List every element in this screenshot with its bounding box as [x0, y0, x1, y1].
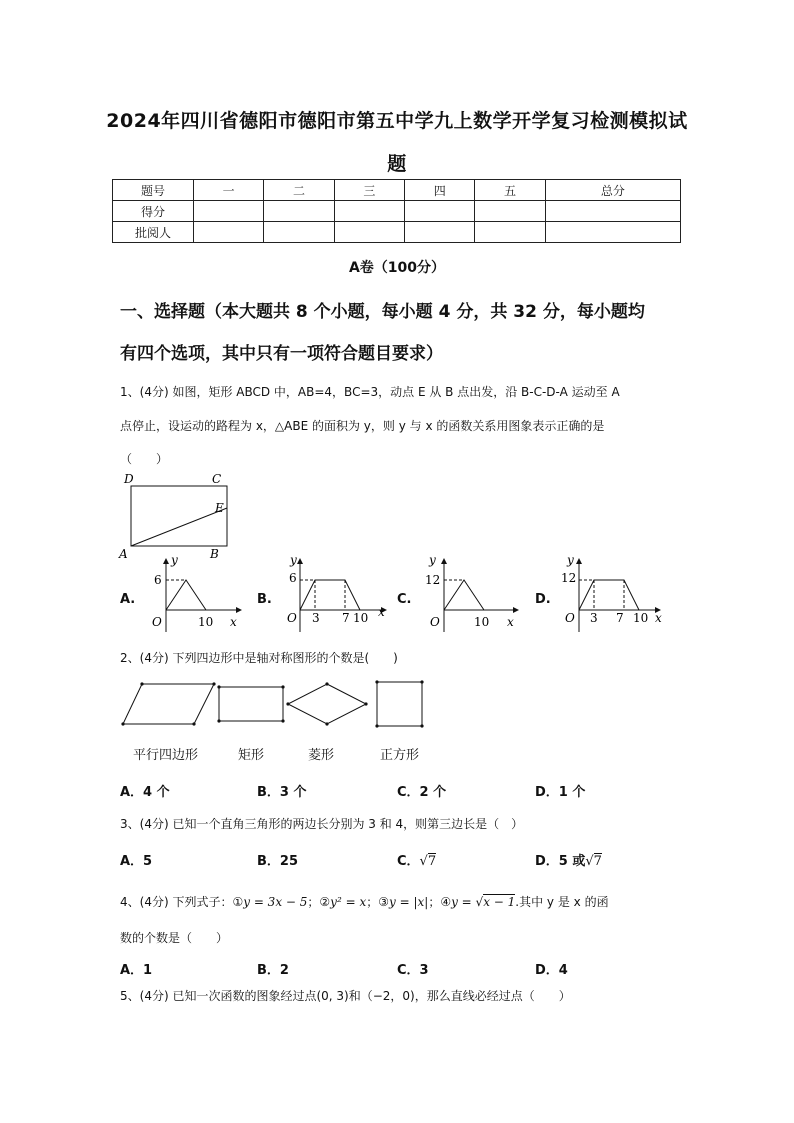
- shape-label-rhombus: 菱形: [308, 748, 335, 763]
- q2-option-d: D．1 个: [535, 785, 586, 800]
- table-cell: [334, 201, 404, 222]
- table-cell: 批阅人: [113, 222, 194, 243]
- formula-4: y =: [451, 895, 476, 909]
- graph-line: [579, 580, 639, 610]
- axis-x-label: x: [655, 611, 662, 625]
- parallelogram-shape: [123, 684, 214, 724]
- formula-4-radicand: x − 1: [483, 895, 516, 909]
- square-shape: [377, 682, 422, 726]
- y-axis-arrow: [163, 558, 169, 564]
- rhombus-shape: [288, 684, 366, 724]
- table-cell: 四: [405, 180, 475, 201]
- option-c-label: C.: [397, 592, 412, 607]
- sqrt-sign: √: [585, 854, 594, 869]
- x-tick: 10: [353, 611, 369, 625]
- x-tick: 10: [474, 615, 490, 629]
- q2-option-a: A．4 个: [120, 785, 170, 800]
- table-cell: [405, 201, 475, 222]
- q4-sep: ；②: [307, 895, 331, 909]
- q4-prefix: 4、(4分) 下列式子：①: [120, 895, 244, 909]
- rectangle-shape: [219, 687, 283, 721]
- q4-sep: ；④: [428, 895, 452, 909]
- question-3-text: 3、(4分) 已知一个直角三角形的两边长分别为 3 和 4，则第三边长是（ ）: [120, 817, 524, 831]
- label-e: E: [215, 501, 224, 515]
- q4-suffix: .其中 y 是 x 的函: [515, 895, 609, 909]
- y-axis-arrow: [441, 558, 447, 564]
- formula-1: y = 3x − 5: [243, 895, 308, 909]
- graph-line: [300, 580, 360, 610]
- table-cell: [334, 222, 404, 243]
- y-axis-arrow: [576, 558, 582, 564]
- question-2-text: 2、(4分) 下列四边形中是轴对称图形的个数是( ): [120, 651, 398, 665]
- score-table-header: [113, 180, 681, 201]
- section-heading: A卷（100分）: [348, 260, 446, 276]
- option-letter: C．: [397, 854, 420, 869]
- label-a: A: [119, 547, 128, 560]
- vertex-dot: [286, 702, 289, 705]
- option-letter: D．5 或: [535, 854, 586, 869]
- table-cell: [545, 222, 680, 243]
- x-tick: 10: [633, 611, 649, 625]
- vertex-dot: [212, 682, 215, 685]
- sqrt-sign: √: [419, 854, 428, 869]
- vertex-dot: [217, 719, 220, 722]
- question-5-text: 5、(4分) 已知一次函数的图象经过点(0, 3)和（−2，0)，那么直线必经过点（ ）: [120, 989, 571, 1003]
- radicand: 7: [593, 854, 602, 869]
- vertex-dot: [325, 722, 328, 725]
- rectangle-figure: [115, 470, 235, 560]
- table-cell: 题号: [113, 180, 194, 201]
- origin-label: O: [565, 611, 575, 625]
- axis-x-label: x: [378, 605, 385, 619]
- vertex-dot: [281, 719, 284, 722]
- q3-option-d: [535, 850, 602, 869]
- x-axis-arrow: [236, 607, 242, 613]
- table-cell: 二: [264, 180, 334, 201]
- vertex-dot: [140, 682, 143, 685]
- question-4-line1: [120, 893, 609, 910]
- label-c: C: [212, 472, 222, 486]
- shape-label-parallelogram: 平行四边形: [133, 748, 199, 763]
- table-cell: [545, 201, 680, 222]
- origin-label: O: [152, 615, 162, 629]
- q3-option-b: B．25: [257, 854, 298, 869]
- table-row: [113, 201, 681, 222]
- question-1-line3: （ ）: [120, 452, 169, 466]
- q4-option-a: A．1: [120, 963, 153, 978]
- question-1-line1: 1、(4分) 如图，矩形 ABCD 中，AB=4，BC=3，动点 E 从 B 点出发，沿 B-C-D-A 运动至 A: [120, 385, 620, 399]
- shape-label-square: 正方形: [380, 748, 420, 763]
- y-mark: 12: [425, 573, 441, 587]
- table-cell: [264, 222, 334, 243]
- table-cell: 三: [334, 180, 404, 201]
- q4-sep: ；③: [366, 895, 389, 909]
- q4-option-c: C．3: [397, 963, 429, 978]
- segment-ae: [131, 508, 227, 546]
- table-cell: 总分: [545, 180, 680, 201]
- score-table: [112, 179, 681, 243]
- table-row: [113, 222, 681, 243]
- formula-2: y² = x: [330, 895, 367, 909]
- table-cell: [475, 201, 545, 222]
- table-cell: [264, 201, 334, 222]
- vertex-dot: [375, 724, 378, 727]
- quadrilateral-figures: [118, 678, 438, 730]
- axis-y-label: y: [429, 554, 436, 567]
- axis-y-label: y: [290, 554, 297, 567]
- q2-option-c: C．2 个: [397, 785, 447, 800]
- vertex-dot: [121, 722, 124, 725]
- table-cell: 五: [475, 180, 545, 201]
- question-1-line2: 点停止，设运动的路程为 x，△ABE 的面积为 y，则 y 与 x 的函数关系用图象表示正确的是: [120, 419, 605, 433]
- page-title-cont: 题: [387, 153, 407, 175]
- vertex-dot: [420, 724, 423, 727]
- table-cell: [194, 201, 264, 222]
- option-a-label: A.: [120, 592, 136, 607]
- table-cell: [194, 222, 264, 243]
- axis-x-label: x: [507, 615, 514, 629]
- option-c-graph: [415, 554, 525, 634]
- y-mark: 12: [561, 571, 577, 585]
- graph-line: [166, 580, 206, 610]
- q2-option-b: B．3 个: [257, 785, 307, 800]
- vertex-dot: [420, 680, 423, 683]
- vertex-dot: [281, 685, 284, 688]
- x-axis-arrow: [513, 607, 519, 613]
- x-tick: 7: [616, 611, 624, 625]
- q3-option-a: A．5: [120, 854, 153, 869]
- vertex-dot: [217, 685, 220, 688]
- option-b-label: B.: [257, 592, 272, 607]
- part-heading-line2: 有四个选项，其中只有一项符合题目要求）: [120, 344, 443, 364]
- vertex-dot: [192, 722, 195, 725]
- q3-option-c: [397, 850, 436, 869]
- vertex-dot: [364, 702, 367, 705]
- axis-y-label: y: [171, 554, 178, 567]
- page-title: 2024年四川省德阳市德阳市第五中学九上数学开学复习检测模拟试: [106, 110, 688, 132]
- vertex-dot: [375, 680, 378, 683]
- option-a-graph: [140, 554, 245, 634]
- origin-label: O: [430, 615, 440, 629]
- option-b-graph: [275, 554, 390, 634]
- origin-label: O: [287, 611, 297, 625]
- question-4-line2: 数的个数是（ ）: [120, 931, 229, 945]
- radicand: 7: [427, 854, 437, 869]
- x-tick: 3: [312, 611, 320, 625]
- table-cell: [475, 222, 545, 243]
- x-tick: 3: [590, 611, 598, 625]
- table-cell: [405, 222, 475, 243]
- part-heading-line1: 一、选择题（本大题共 8 个小题，每小题 4 分，共 32 分，每小题均: [120, 302, 645, 322]
- table-cell: 得分: [113, 201, 194, 222]
- y-mark: 6: [154, 573, 162, 587]
- axis-x-label: x: [230, 615, 237, 629]
- label-b: B: [210, 547, 219, 560]
- option-d-label: D.: [535, 592, 551, 607]
- formula-3: y = |x|: [388, 895, 429, 909]
- x-tick: 10: [198, 615, 214, 629]
- table-cell: 一: [194, 180, 264, 201]
- y-axis-arrow: [297, 558, 303, 564]
- label-d: D: [124, 472, 134, 486]
- q4-option-b: B．2: [257, 963, 289, 978]
- shape-label-rectangle: 矩形: [238, 748, 265, 763]
- axis-y-label: y: [567, 554, 574, 567]
- q4-option-d: D．4: [535, 963, 568, 978]
- sqrt-sign: √: [475, 895, 484, 909]
- x-tick: 7: [342, 611, 350, 625]
- vertex-dot: [325, 682, 328, 685]
- y-mark: 6: [289, 571, 297, 585]
- rectangle-abcd: [131, 486, 227, 546]
- graph-line: [444, 580, 484, 610]
- option-d-graph: [555, 554, 667, 634]
